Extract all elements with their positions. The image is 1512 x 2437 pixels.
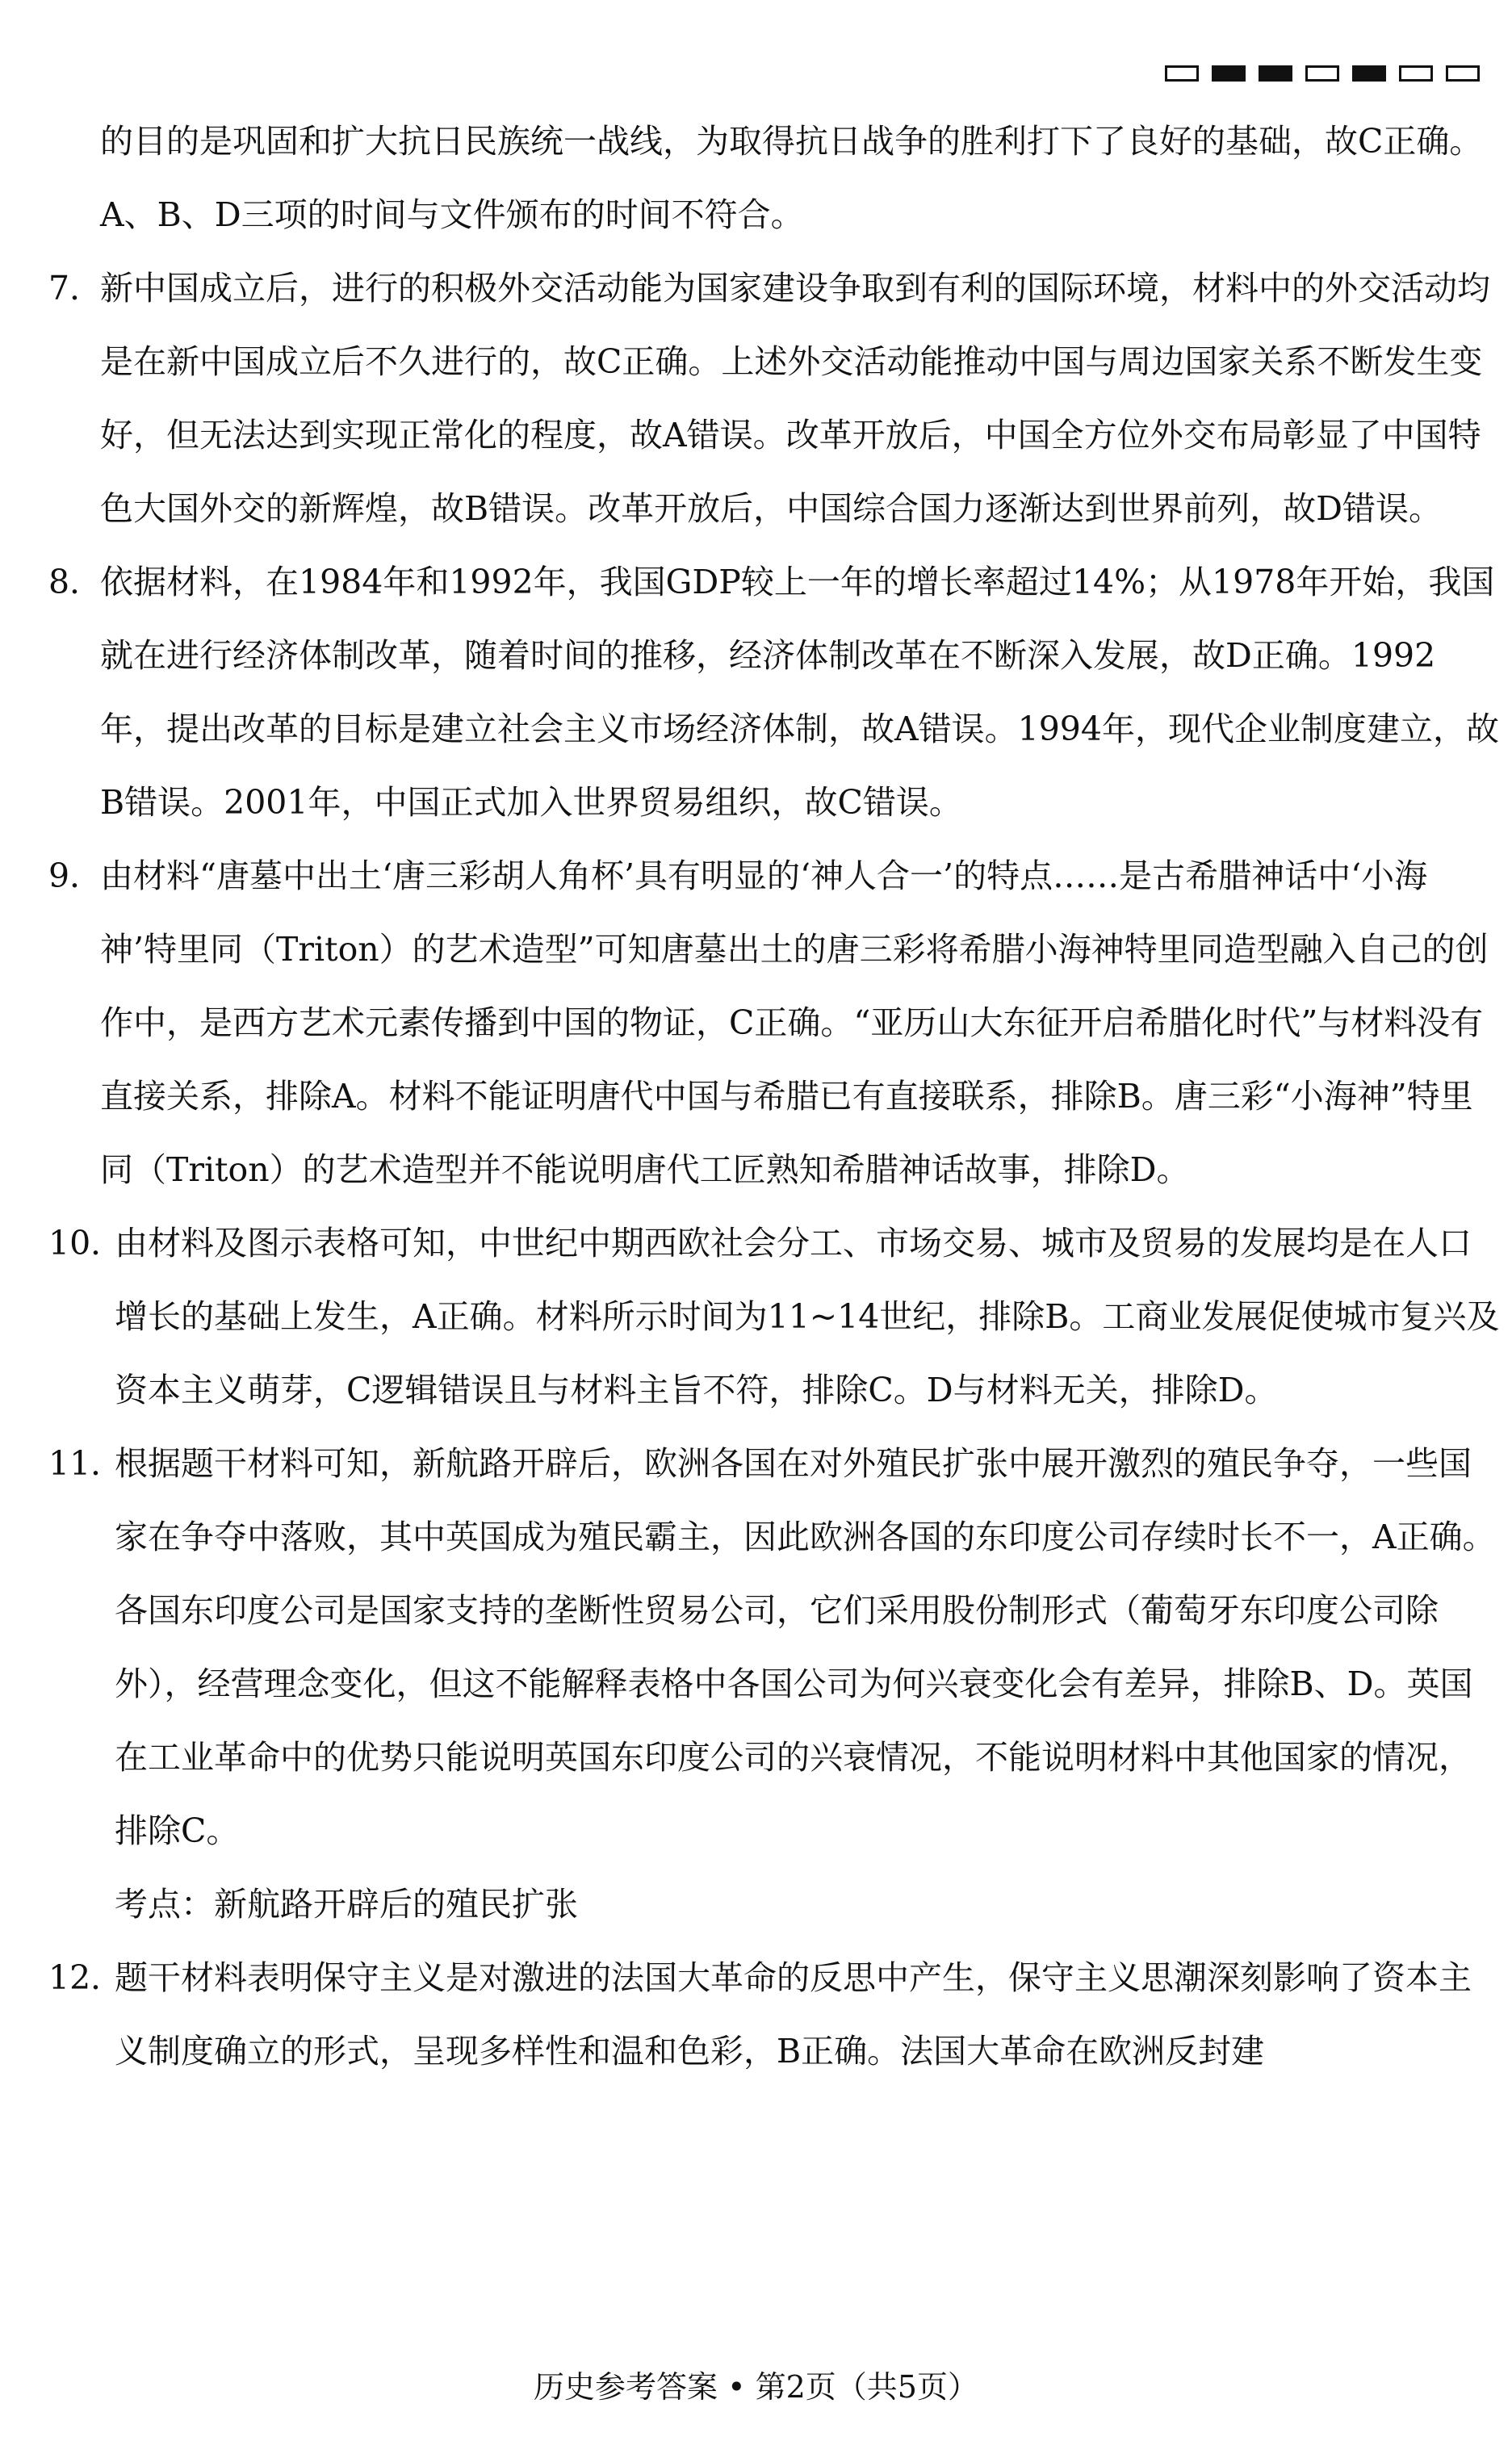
exam-code-boxes <box>1165 65 1480 82</box>
item-text: 根据题干材料可知，新航路开辟后，欧洲各国在对外殖民扩张中展开激烈的殖民争夺，一些国家在争夺中落败，其中英国成为殖民霸主，因此欧洲各国的东印度公司存续时长不一，A正确。各国东印度公司是国家支持的垄断性贸易公司，它们采用股份制形式（葡萄牙东印度公司除外），经营理念变化，但这不能解释表格中各国公司为何兴衰变化会有差异，排除B、D。英国在工业革命中的优势只能说明英国东印度公司的兴衰情况，不能说明材料中其他国家的情况，排除C。 <box>115 1444 1496 1850</box>
item-number: 10． <box>48 1224 124 1262</box>
answer-item-12 <box>48 1941 1502 2088</box>
answer-item-11 <box>48 1427 1502 1868</box>
code-box <box>1446 65 1480 82</box>
code-box <box>1352 65 1386 82</box>
item-number: 8． <box>48 563 103 601</box>
answer-item-8 <box>48 546 1502 840</box>
item-number: 7． <box>48 269 103 308</box>
answer-item-9 <box>48 840 1502 1207</box>
item-text: 依据材料，在1984年和1992年，我国GDP较上一年的增长率超过14%；从1978年开始，我国就在进行经济体制改革，随着时间的推移，经济体制改革在不断深入发展，故D正确。1992年，提出改革的目标是建立社会主义市场经济体制，故A错误。1994年，现代企业制度建立，故B错误。2001年，中国正式加入世界贸易组织，故C错误。 <box>100 563 1499 822</box>
item-number: 11． <box>48 1444 124 1483</box>
key-point-note: 考点：新航路开辟后的殖民扩张 <box>115 1885 578 1924</box>
answer-content <box>48 105 1502 2088</box>
item-number: 9． <box>48 856 103 895</box>
code-box <box>1399 65 1433 82</box>
code-box <box>1305 65 1339 82</box>
answer-item-7 <box>48 252 1502 546</box>
answer-item-10 <box>48 1207 1502 1427</box>
item-text: 由材料“唐墓中出土‘唐三彩胡人角杯’具有明显的‘神人合一’的特点……是古希腊神话中‘小海神’特里同（Triton）的艺术造型”可知唐墓出土的唐三彩将希腊小海神特里同造型融入自己的创作中，是西方艺术元素传播到中国的物证，C正确。“亚历山大东征开启希腊化时代”与材料没有直接关系，排除A。材料不能证明唐代中国与希腊已有直接联系，排除B。唐三彩“小海神”特里同（Triton）的艺术造型并不能说明唐代工匠熟知希腊神话故事，排除D。 <box>100 856 1489 1189</box>
item-number: 12． <box>48 1958 124 1997</box>
item-text: 由材料及图示表格可知，中世纪中期西欧社会分工、市场交易、城市及贸易的发展均是在人口增长的基础上发生，A正确。材料所示时间为11~14世纪，排除B。工商业发展促使城市复兴及资本主义萌芽，C逻辑错误且与材料主旨不符，排除C。D与材料无关，排除D。 <box>115 1224 1500 1409</box>
item-text: 新中国成立后，进行的积极外交活动能为国家建设争取到有利的国际环境，材料中的外交活动均是在新中国成立后不久进行的，故C正确。上述外交活动能推动中国与周边国家关系不断发生变好，但无法达到实现正常化的程度，故A错误。改革开放后，中国全方位外交布局彰显了中国特色大国外交的新辉煌，故B错误。改革开放后，中国综合国力逐渐达到世界前列，故D错误。 <box>100 269 1490 528</box>
item-text: 题干材料表明保守主义是对激进的法国大革命的反思中产生，保守主义思潮深刻影响了资本主义制度确立的形式，呈现多样性和温和色彩，B正确。法国大革命在欧洲反封建 <box>115 1958 1472 2071</box>
continued-paragraph: 的目的是巩固和扩大抗日民族统一战线，为取得抗日战争的胜利打下了良好的基础，故C正确。A、B、D三项的时间与文件颁布的时间不符合。 <box>100 122 1483 234</box>
code-box <box>1259 65 1292 82</box>
code-box <box>1165 65 1199 82</box>
page-footer: 历史参考答案 • 第2页（共5页） <box>534 2369 978 2405</box>
code-box <box>1212 65 1246 82</box>
